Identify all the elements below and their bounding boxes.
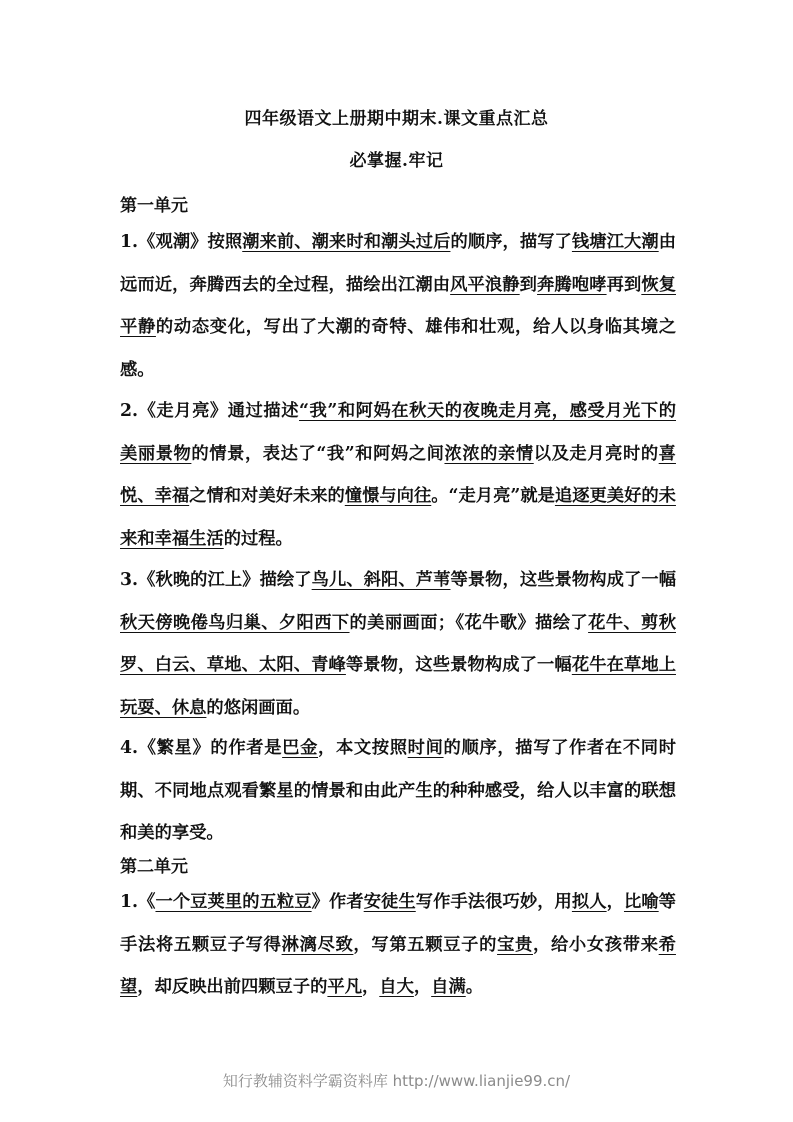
underlined-key-phrase: 恢复平静 xyxy=(120,274,676,337)
underlined-key-phrase: “我”和阿妈在秋天的夜晚走月亮，感受月光下的美丽景物 xyxy=(120,401,676,464)
underlined-key-phrase: 宝贵 xyxy=(497,934,533,955)
document-subtitle: 必掌握.牢记 xyxy=(349,151,444,171)
paragraph-5 xyxy=(120,881,676,1009)
underlined-key-phrase: 自满 xyxy=(431,977,466,997)
text-segment: ， xyxy=(361,977,380,997)
underlined-key-phrase: 花牛在草地上玩耍、休息 xyxy=(120,655,676,718)
underlined-key-phrase: 喜悦、幸福 xyxy=(120,443,676,506)
underlined-key-phrase: 追逐更美好的未来和幸福生活 xyxy=(120,486,676,549)
unit-heading-2: 第二单元 xyxy=(120,857,188,877)
text-segment: 再到 xyxy=(606,274,642,295)
text-segment: 以及走月亮时的 xyxy=(533,443,659,464)
text-segment: ，给小女孩带来 xyxy=(532,934,659,955)
text-segment: 的悠闲画面。 xyxy=(206,697,311,718)
text-segment: ，写第五颗豆子的 xyxy=(353,934,498,955)
text-segment: 的过程。 xyxy=(223,528,293,549)
text-segment: 3.《秋晚的江上》描绘了 xyxy=(120,570,312,590)
text-segment: 4.《繁星》的作者是 xyxy=(120,738,283,758)
text-segment: 》作者 xyxy=(311,892,364,912)
underlined-key-phrase: 风平浪静 xyxy=(450,274,520,295)
text-segment: ，却反映出前四颗豆子的 xyxy=(137,977,328,997)
underlined-key-phrase: 巴金 xyxy=(282,738,319,758)
text-segment: 1.《观潮》按照 xyxy=(120,232,243,252)
underlined-key-phrase: 花牛、剪秋罗、白云、草地、太阳、青峰 xyxy=(120,612,676,675)
text-segment: 。 xyxy=(465,977,484,997)
underlined-key-phrase: 自大 xyxy=(379,977,414,997)
text-segment: 的美丽画面；《花牛歌》描绘了 xyxy=(349,612,589,633)
paragraph-1 xyxy=(120,221,676,391)
text-segment: 的情景，表达了“我”和阿妈之间 xyxy=(191,443,445,464)
text-segment: 的动态变化，写出了大潮的奇特、雄伟和壮观，给人以身临其境之感。 xyxy=(120,317,676,380)
paragraph-3 xyxy=(120,559,676,729)
footer-watermark: 知行教辅资料学霸资料库 http://www.lianjie99.cn/ xyxy=(222,1072,571,1090)
underlined-key-phrase: 秋天傍晚倦鸟归巢、夕阳西下 xyxy=(120,612,350,633)
text-segment: ，本文按照 xyxy=(318,738,408,758)
underlined-key-phrase: 钱塘江大潮 xyxy=(571,232,659,252)
text-segment: 1.《 xyxy=(120,892,156,912)
unit-heading-1: 第一单元 xyxy=(120,196,188,216)
text-segment: 等手法将五颗豆子写得 xyxy=(120,892,676,955)
underlined-key-phrase: 拟人 xyxy=(571,892,607,912)
text-segment: 。“走月亮”就是 xyxy=(431,486,555,506)
paragraph-4 xyxy=(120,727,676,855)
underlined-key-phrase: 平凡 xyxy=(327,977,362,997)
underlined-key-phrase: 希望 xyxy=(120,934,676,997)
text-segment: ， xyxy=(413,977,432,997)
text-segment: 写作手法很巧妙，用 xyxy=(415,892,572,912)
text-segment: ， xyxy=(606,892,624,912)
underlined-key-phrase: 一个豆荚里的五粒豆 xyxy=(155,892,312,912)
text-segment: 由远而近，奔腾西去的全过程，描绘出江潮由 xyxy=(120,232,676,295)
text-segment: 的顺序，描写了 xyxy=(450,232,572,252)
text-segment: 等景物，这些景物构成了一幅 xyxy=(450,570,676,590)
underlined-key-phrase: 奔腾咆哮 xyxy=(537,274,607,295)
text-segment: 之情和对美好未来的 xyxy=(189,486,345,506)
underlined-key-phrase: 安徒生 xyxy=(363,892,416,912)
underlined-key-phrase: 比喻 xyxy=(623,892,659,912)
underlined-key-phrase: 时间 xyxy=(407,738,444,758)
underlined-key-phrase: 憧憬与向往 xyxy=(344,486,432,506)
underlined-key-phrase: 鸟儿、斜阳、芦苇 xyxy=(311,570,451,590)
underlined-key-phrase: 潮来前、潮来时和潮头过后 xyxy=(242,232,451,252)
underlined-key-phrase: 浓浓的亲情 xyxy=(444,443,534,464)
text-segment: 到 xyxy=(519,274,538,295)
underlined-key-phrase: 淋漓尽致 xyxy=(281,934,354,955)
paragraph-2 xyxy=(120,390,676,560)
document-title: 四年级语文上册期中期末.课文重点汇总 xyxy=(244,109,549,129)
text-segment: 的顺序，描写了作者在不同时期、不同地点观看繁星的情景和由此产生的种种感受，给人以丰富的联想和美的享受。 xyxy=(120,738,676,843)
text-segment: 等景物，这些景物构成了一幅 xyxy=(345,655,572,675)
text-segment: 2.《走月亮》通过描述 xyxy=(120,401,300,421)
